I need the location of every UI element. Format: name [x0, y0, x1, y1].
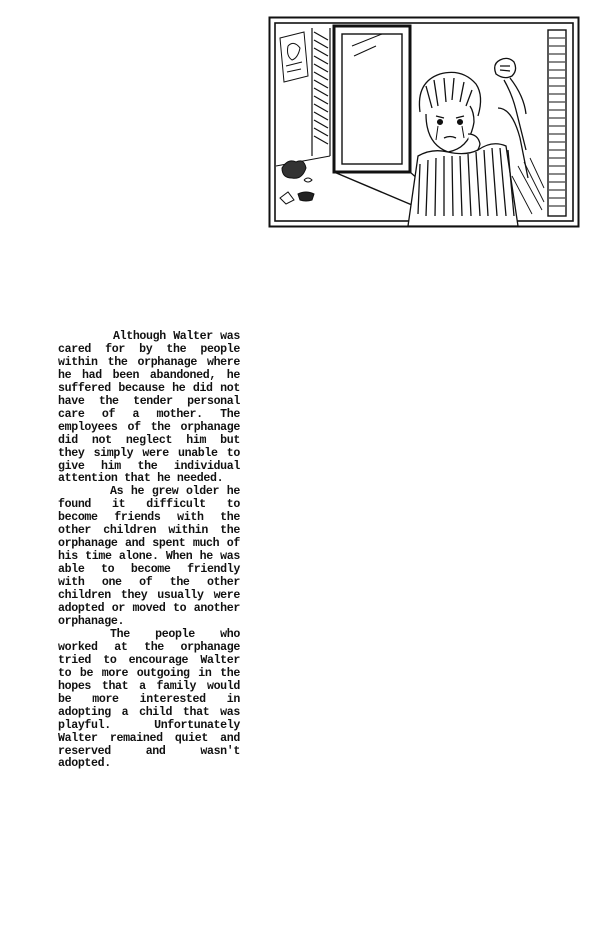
crying-boy-at-window-illustration: [268, 16, 580, 228]
story-paragraph: As he grew older he found it difficult to become friends with the other children within the orphanage and spent much of his time alone. When he was able to become friendly with one of the other children they usually were adopted or moved to another orphanage.: [58, 485, 240, 628]
story-paragraph: The people who worked at the orphanage tried to encourage Walter to be more outgoing in the hopes that a family would be more interested in adopting a child that was playful. Unfortunately Walter remained quiet and reserved and wasn't adopted.: [58, 627, 240, 771]
story-text: [58, 331, 240, 771]
story-paragraph: Although Walter was cared for by the people within the orphanage where he had been abandoned, he suffered because he did not have the tender personal care of a mother. The employees of the orphanage did not neglect him but they simply were unable to give him the individual attention that he needed.: [58, 330, 240, 486]
